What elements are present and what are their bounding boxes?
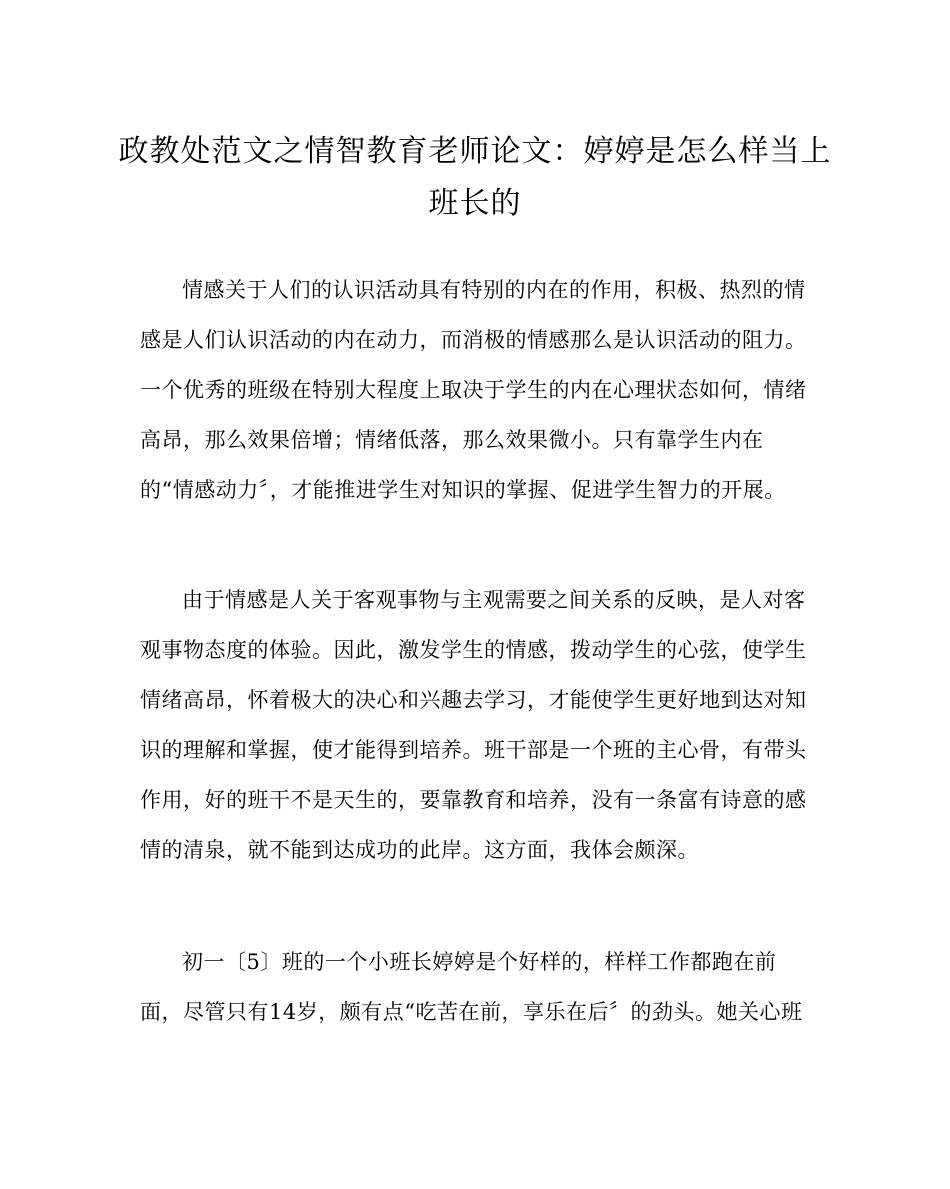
body-paragraph-1: 情感关于人们的认识活动具有特别的内在的作用，积极、热烈的情感是人们认识活动的内在动力，而消极的情感那么是认识活动的阻力。一个优秀的班级在特别大程度上取决于学生的内在心理状态如何，情绪高昂，那么效果倍增；情绪低落，那么效果微小。只有靠学生内在的“情感动力〞，才能推进学生对知识的掌握、促进学生智力的开展。 xyxy=(140,278,807,502)
document-title: 政教处范文之情智教育老师论文：婷婷是怎么样当上班长的 xyxy=(118,134,832,221)
body-paragraph-2: 由于情感是人关于客观事物与主观需要之间关系的反映，是人对客观事物态度的体验。因此，激发学生的情感，拨动学生的心弦，使学生情绪高昂，怀着极大的决心和兴趣去学习，才能使学生更好地到达对知识的理解和掌握，使才能得到培养。班干部是一个班的主心骨，有带头作用，好的班干不是天生的，要靠教育和培养，没有一条富有诗意的感情的清泉，就不能到达成功的此岸。这方面，我体会颇深。 xyxy=(140,588,807,862)
body-paragraph-3: 初一〔5〕班的一个小班长婷婷是个好样的，样样工作都跑在前面，尽管只有14岁，颇有点“吃苦在前，享乐在后〞的劲头。她关心班 xyxy=(140,950,803,1024)
